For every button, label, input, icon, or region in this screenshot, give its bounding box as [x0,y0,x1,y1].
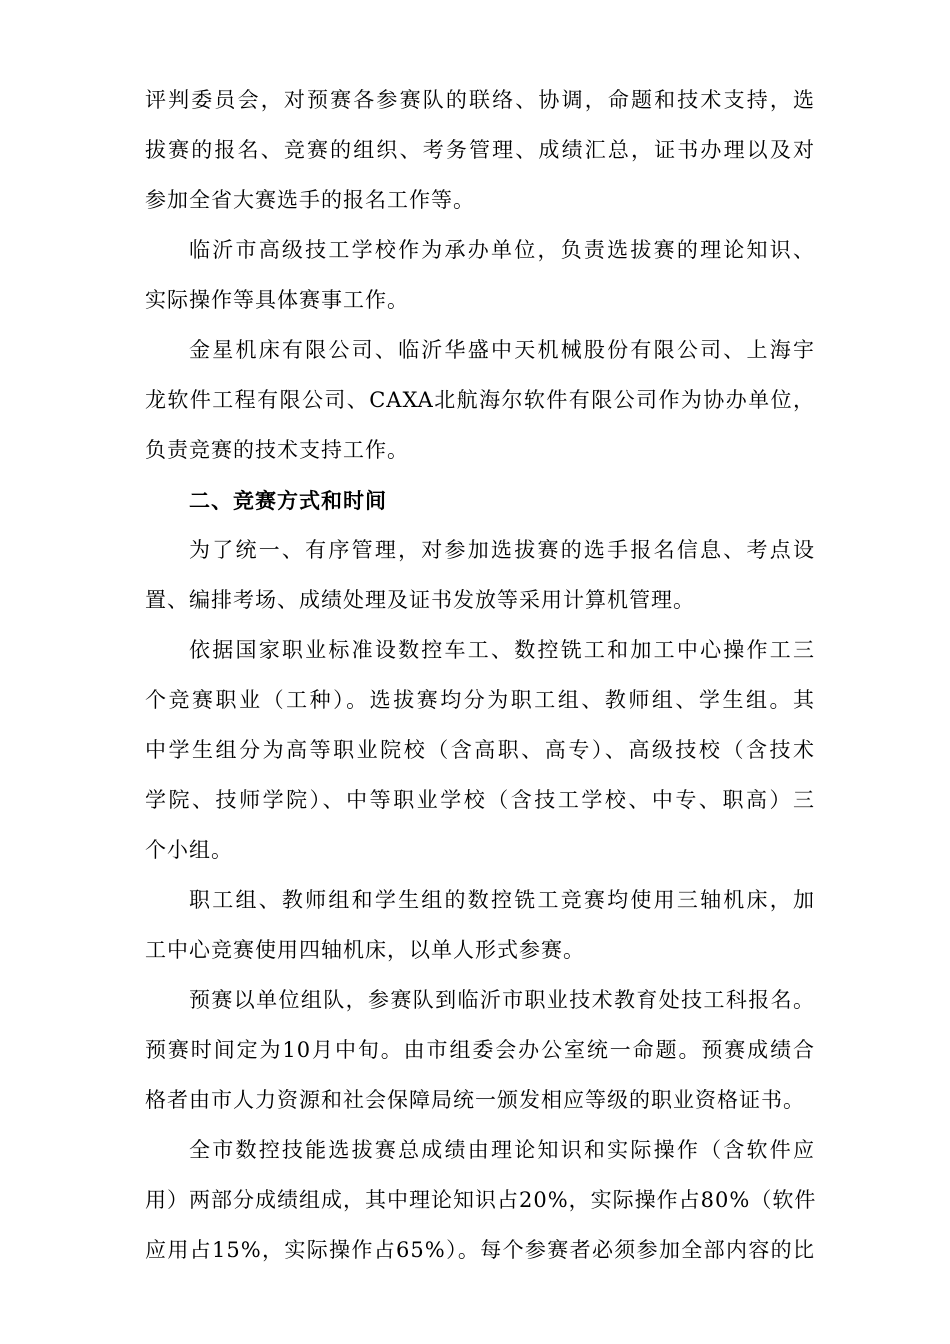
paragraph-line: 拔赛的报名、竞赛的组织、考务管理、成绩汇总，证书办理以及对 [145,138,815,162]
section-heading: 二、竞赛方式和时间 [189,488,387,513]
paragraph-line: 预赛以单位组队，参赛队到临沂市职业技术教育处技工科报名。 [189,988,815,1012]
paragraph-line: 个小组。 [145,838,233,862]
paragraph-line: 预赛时间定为10月中旬。由市组委会办公室统一命题。预赛成绩合 [145,1038,815,1062]
paragraph-line: 参加全省大赛选手的报名工作等。 [145,188,475,212]
paragraph-line: 中学生组分为高等职业院校（含高职、高专）、高级技校（含技术 [145,738,815,762]
paragraph-line: 临沂市高级技工学校作为承办单位，负责选拔赛的理论知识、 [189,238,815,262]
paragraph-line: 用）两部分成绩组成，其中理论知识占20%，实际操作占80%（软件 [145,1188,817,1212]
paragraph-line: 学院、技师学院）、中等职业学校（含技工学校、中专、职高）三 [145,788,815,812]
paragraph-line: 工中心竞赛使用四轴机床，以单人形式参赛。 [145,938,585,962]
paragraph-line: 龙软件工程有限公司、CAXA北航海尔软件有限公司作为协办单位， [145,388,815,412]
paragraph-line: 职工组、教师组和学生组的数控铣工竞赛均使用三轴机床，加 [189,888,815,912]
paragraph-line: 金星机床有限公司、临沂华盛中天机械股份有限公司、上海宇 [189,338,815,362]
paragraph-line: 格者由市人力资源和社会保障局统一颁发相应等级的职业资格证书。 [145,1088,805,1112]
paragraph-line: 依据国家职业标准设数控车工、数控铣工和加工中心操作工三 [189,638,815,662]
paragraph-line: 负责竞赛的技术支持工作。 [145,438,409,462]
paragraph-line: 为了统一、有序管理，对参加选拔赛的选手报名信息、考点设 [189,538,815,562]
paragraph-line: 实际操作等具体赛事工作。 [145,288,409,312]
paragraph-line: 应用占15%，实际操作占65%）。每个参赛者必须参加全部内容的比 [145,1238,815,1262]
paragraph-line: 评判委员会，对预赛各参赛队的联络、协调，命题和技术支持，选 [145,88,815,112]
paragraph-line: 置、编排考场、成绩处理及证书发放等采用计算机管理。 [145,588,695,612]
paragraph-line: 个竞赛职业（工种）。选拔赛均分为职工组、教师组、学生组。其 [145,688,815,712]
paragraph-line: 全市数控技能选拔赛总成绩由理论知识和实际操作（含软件应 [189,1138,815,1162]
